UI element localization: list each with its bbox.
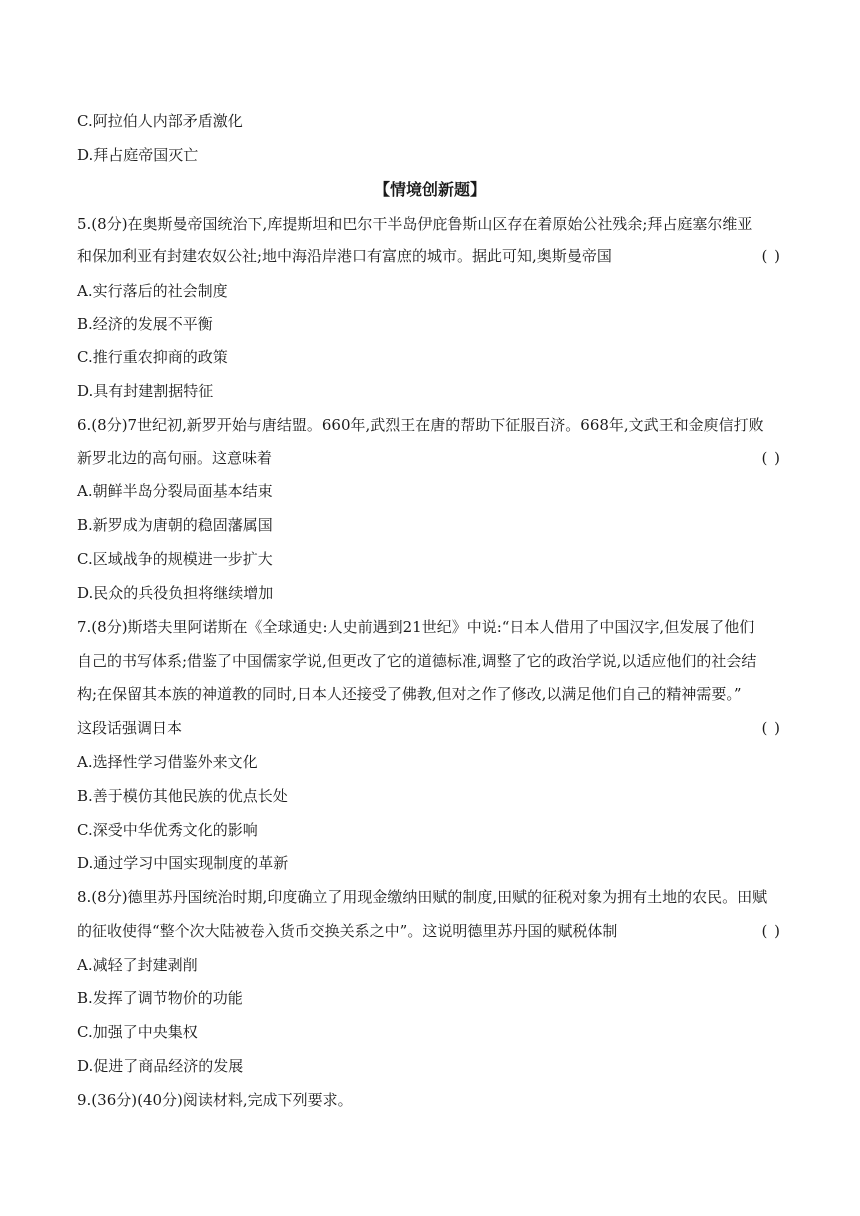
- q7-stem-line3: 构;在保留其本族的神道教的同时,日本人还接受了佛教,但对之作了修改,以满足他们自己的精神需要。”: [77, 685, 742, 703]
- q6-option-b: B.新罗成为唐朝的稳固藩属国: [77, 516, 273, 534]
- q7-option-c: C.深受中华优秀文化的影响: [77, 821, 258, 839]
- q8-option-d: D.促进了商品经济的发展: [77, 1057, 244, 1075]
- q6-option-d: D.民众的兵役负担将继续增加: [77, 584, 274, 602]
- q6-option-a: A.朝鲜半岛分裂局面基本结束: [77, 482, 273, 500]
- q7-stem-line4: 这段话强调日本 ( ): [77, 719, 781, 737]
- section-title: 【情境创新题】: [373, 180, 486, 199]
- q5-stem-line1: 5.(8分)在奥斯曼帝国统治下,库提斯坦和巴尔干半岛伊庇鲁斯山区存在着原始公社残余;拜占庭塞尔维亚: [77, 215, 753, 233]
- q5-answer-bracket: ( ): [761, 247, 781, 265]
- q5-option-b: B.经济的发展不平衡: [77, 315, 213, 333]
- q8-option-a: A.减轻了封建剥削: [77, 956, 198, 974]
- q8-answer-bracket: ( ): [761, 922, 781, 940]
- q5-stem-line2: 和保加利亚有封建农奴公社;地中海沿岸港口有富庶的城市。据此可知,奥斯曼帝国 ( ): [77, 247, 781, 265]
- q8-option-c: C.加强了中央集权: [77, 1023, 198, 1041]
- q5-option-c: C.推行重农抑商的政策: [77, 348, 228, 366]
- q6-stem-line1: 6.(8分)7世纪初,新罗开始与唐结盟。660年,武烈王在唐的帮助下征服百济。668年,文武王和金庾信打败: [77, 416, 764, 434]
- q6-answer-bracket: ( ): [761, 449, 781, 467]
- q4-option-d: D.拜占庭帝国灭亡: [77, 146, 199, 164]
- q7-answer-bracket: ( ): [761, 719, 781, 737]
- q6-option-c: C.区域战争的规模进一步扩大: [77, 550, 273, 568]
- q9-stem-line1: 9.(36分)(40分)阅读材料,完成下列要求。: [77, 1091, 353, 1109]
- q5-option-a: A.实行落后的社会制度: [77, 282, 228, 300]
- q8-option-b: B.发挥了调节物价的功能: [77, 989, 243, 1007]
- q8-stem-line2: 的征收使得“整个次大陆被卷入货币交换关系之中”。这说明德里苏丹国的赋税体制 ( ): [77, 922, 781, 940]
- q7-option-a: A.选择性学习借鉴外来文化: [77, 753, 258, 771]
- q8-stem-line1: 8.(8分)德里苏丹国统治时期,印度确立了用现金缴纳田赋的制度,田赋的征税对象为拥有土地的农民。田赋: [77, 888, 768, 906]
- q7-stem-line1: 7.(8分)斯塔夫里阿诺斯在《全球通史:人史前遇到21世纪》中说:“日本人借用了中国汉字,但发展了他们: [77, 618, 755, 636]
- q4-option-c: C.阿拉伯人内部矛盾激化: [77, 112, 243, 130]
- q7-option-b: B.善于模仿其他民族的优点长处: [77, 787, 288, 805]
- q6-stem-line2: 新罗北边的高句丽。这意味着 ( ): [77, 449, 781, 467]
- q7-option-d: D.通过学习中国实现制度的革新: [77, 854, 289, 872]
- q7-stem-line2: 自己的书写体系;借鉴了中国儒家学说,但更改了它的道德标准,调整了它的政治学说,以适应他们的社会结: [77, 652, 757, 670]
- q5-option-d: D.具有封建割据特征: [77, 382, 214, 400]
